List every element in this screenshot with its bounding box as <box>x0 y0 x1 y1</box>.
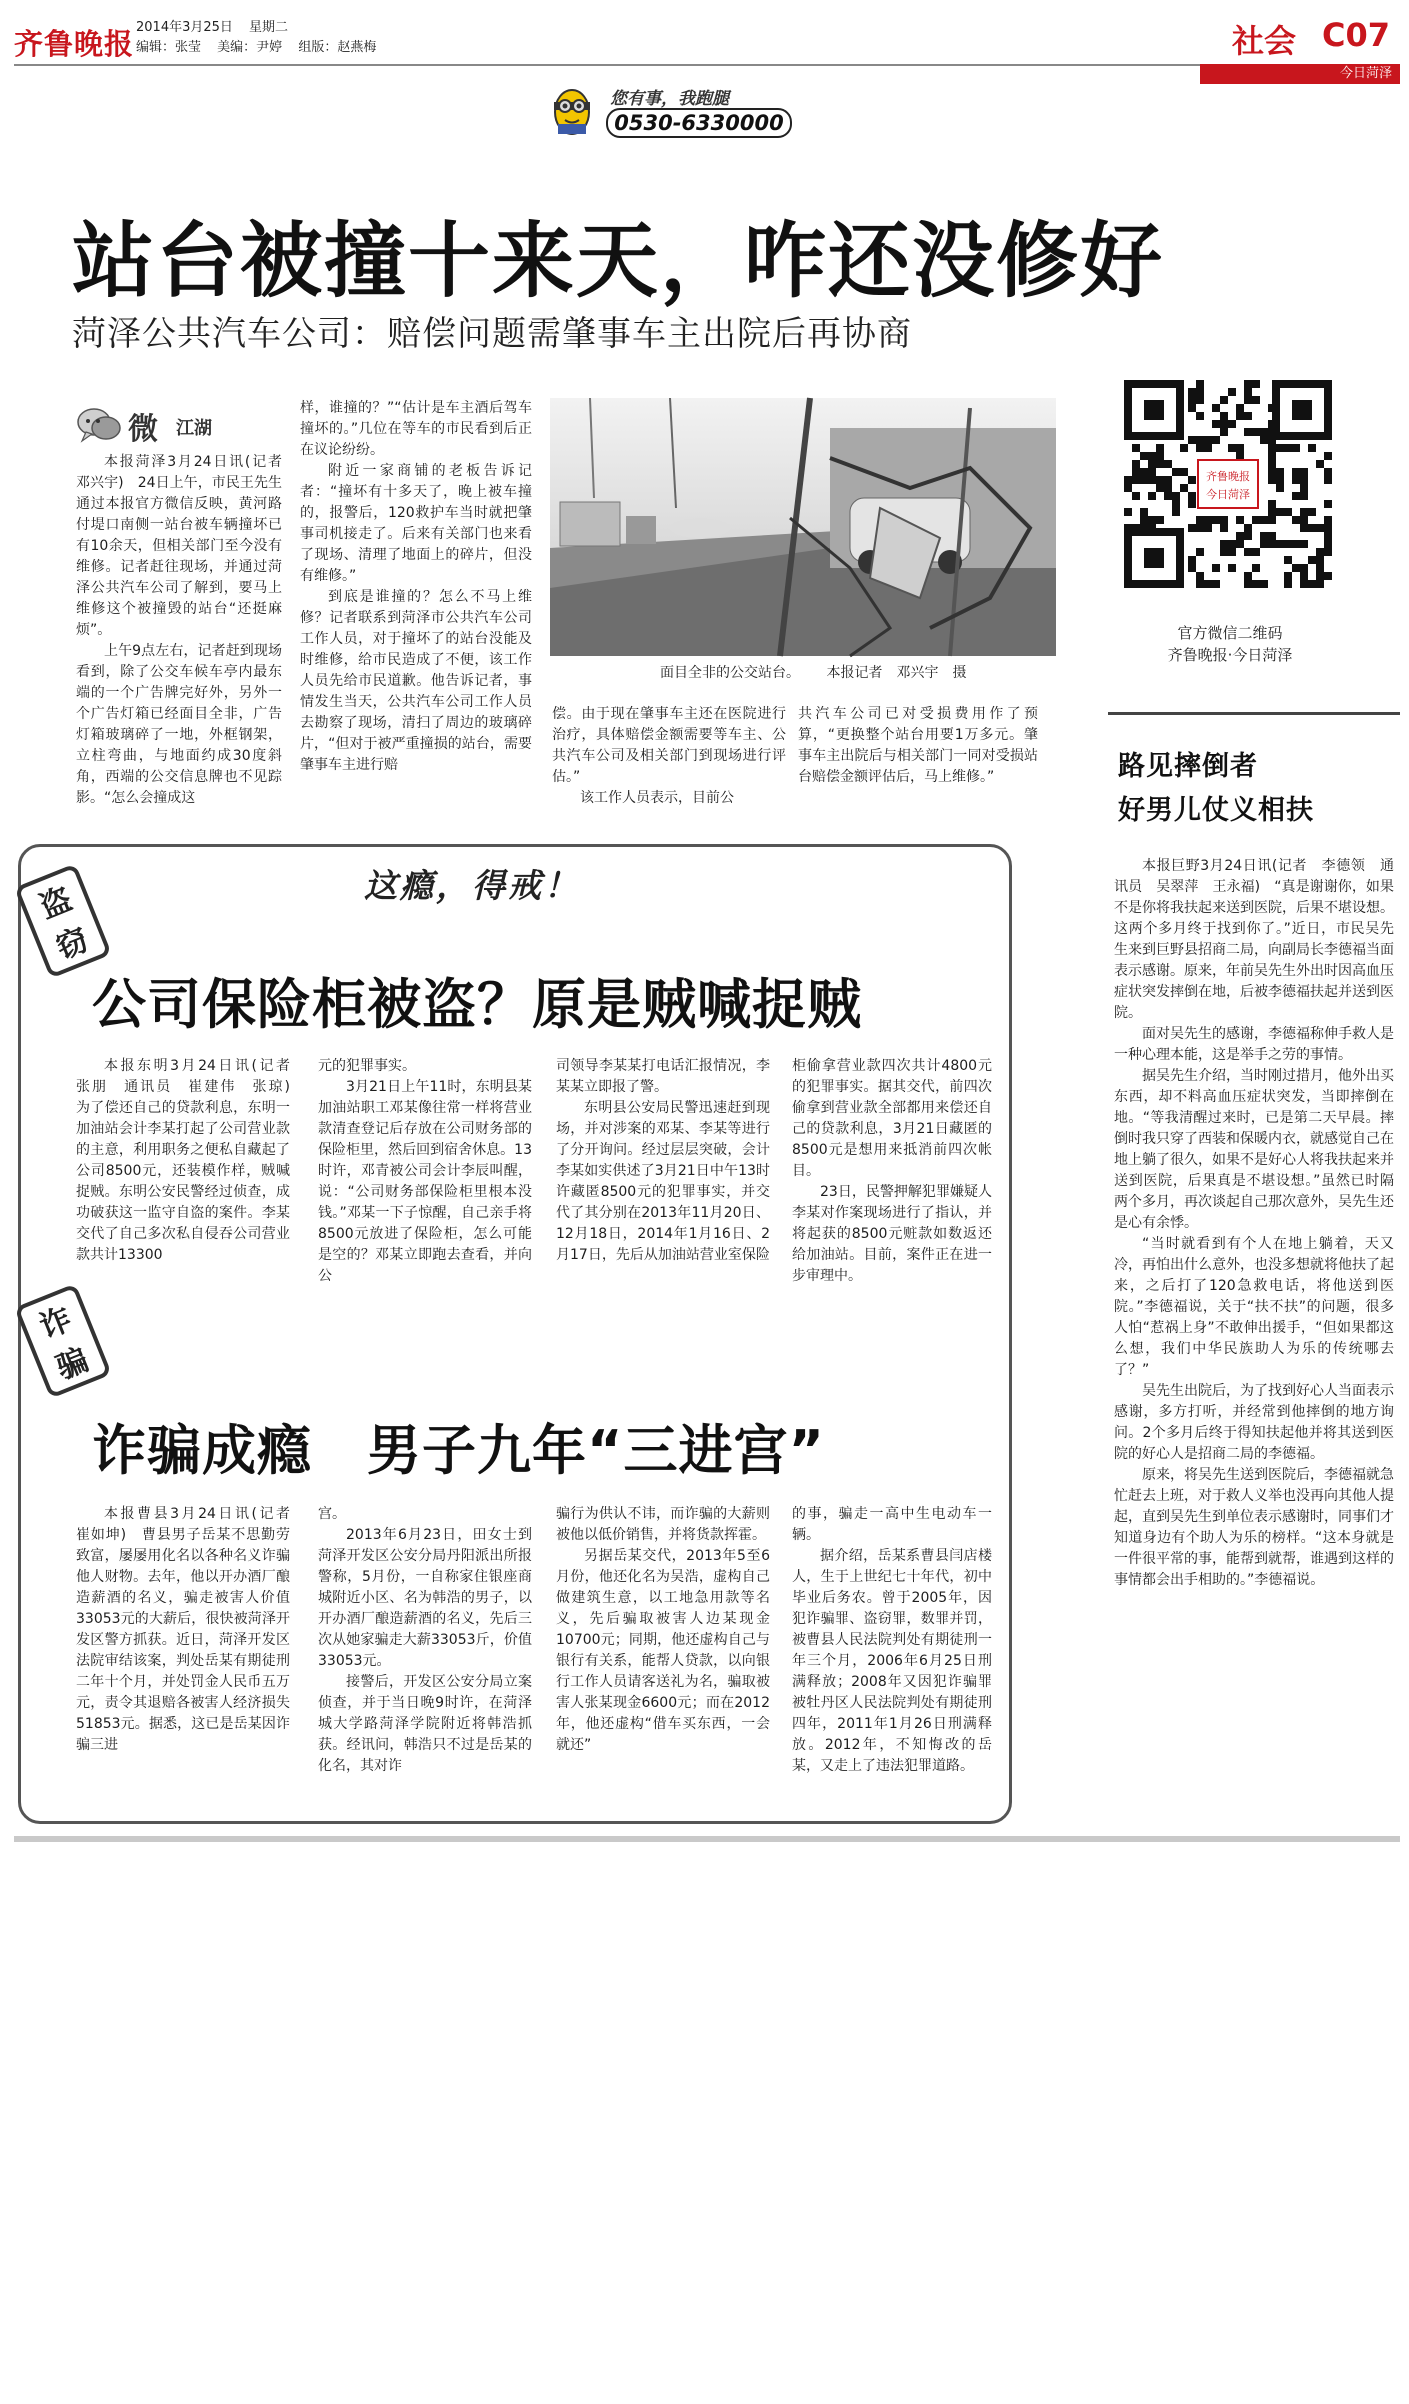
header-rule <box>14 64 1200 66</box>
qr-module <box>1292 468 1300 476</box>
qr-module <box>1156 476 1164 484</box>
qr-module <box>1212 564 1220 572</box>
qr-module <box>1236 532 1244 540</box>
qr-module <box>1204 524 1212 532</box>
qr-module <box>1156 516 1164 524</box>
qr-module <box>1132 476 1140 484</box>
qr-module <box>1196 412 1204 420</box>
qr-module <box>1188 556 1196 564</box>
qr-module <box>1300 516 1308 524</box>
qr-module <box>1220 540 1228 548</box>
qr-module <box>1132 468 1140 476</box>
qr-module <box>1300 540 1308 548</box>
qr-module <box>1260 580 1268 588</box>
qr-module <box>1260 516 1268 524</box>
art-editor-credit: 美编：尹婷 <box>217 40 283 55</box>
qr-module <box>1164 484 1172 492</box>
fraud-stamp-char-2: 骗 <box>51 1341 94 1387</box>
qr-module <box>1268 500 1276 508</box>
page-number: C07 <box>1322 16 1391 54</box>
sidebar-headline-line-2: 好男儿仗义相扶 <box>1118 795 1314 826</box>
qr-module <box>1220 516 1228 524</box>
qr-module <box>1284 508 1292 516</box>
qr-module <box>1324 524 1332 532</box>
qr-module <box>1188 388 1196 396</box>
fraud-column-3 <box>556 1504 770 1812</box>
damaged-bus-stop-image <box>550 398 1056 656</box>
qr-module <box>1300 572 1308 580</box>
fraud-paragraph: 接警后，开发区公安分局立案侦查，并于当日晚9时许，在菏泽城大学路菏泽学院附近将韩浩抓获。经讯问，韩浩只不过是岳某的化名，其对诈 <box>318 1674 532 1774</box>
qr-module <box>1228 540 1236 548</box>
qr-module <box>1228 444 1236 452</box>
qr-module <box>1324 532 1332 540</box>
qr-module <box>1244 548 1252 556</box>
qr-module <box>1132 444 1140 452</box>
theft-paragraph: 3月21日上午11时，东明县某加油站职工邓某像往常一样将营业款清查登记后存放在公司财务部的保险柜里，然后回到宿舍休息。13时许，邓青被公司会计李辰叫醒，说：“公司财务部保险柜里根本没钱。”邓某一下子惊醒，自己亲手将8500元放进了保险柜，怎么可能是空的？邓某立即跑去查看，并向公 <box>318 1079 532 1284</box>
qr-module <box>1300 468 1308 476</box>
qr-module <box>1324 500 1332 508</box>
qr-module <box>1284 556 1292 564</box>
theft-column-1 <box>76 1056 304 1308</box>
qr-module <box>1220 548 1228 556</box>
qr-module <box>1244 380 1252 388</box>
qr-module <box>1308 556 1316 564</box>
qr-module <box>1188 404 1196 412</box>
qr-module <box>1252 516 1260 524</box>
bus-stop-photo <box>550 398 1056 656</box>
fraud-column-1 <box>76 1504 304 1812</box>
fraud-stamp-char-1: 诈 <box>34 1300 77 1346</box>
qr-module <box>1132 460 1140 468</box>
sidebar-paragraph: 面对吴先生的感谢，李德福称伸手救人是一种心理本能，这是举手之劳的事情。 <box>1114 1026 1394 1063</box>
qr-module <box>1180 468 1188 476</box>
qr-module <box>1308 508 1316 516</box>
qr-module <box>1316 556 1324 564</box>
qr-module <box>1252 380 1260 388</box>
qr-module <box>1124 476 1132 484</box>
sidebar-paragraph: 本报巨野3月24日讯(记者 李德领 通讯员 吴翠萍 王永福) “真是谢谢你，如果不是你将我扶起来送到医院，后果不堪设想。这两个多月终于找到你了。”近日，市民吴先生来到巨野县招商二局，向副局长李德福当面表示感谢。原来，年前吴先生外出时因高血压症状突发摔倒在地，后被李德福扶起并送到医院。 <box>1114 858 1394 1021</box>
hotline-banner <box>548 80 798 142</box>
qr-module <box>1300 492 1308 500</box>
qr-module <box>1300 484 1308 492</box>
qr-module <box>1172 492 1180 500</box>
qr-module <box>1212 404 1220 412</box>
lead-column-3 <box>552 704 786 814</box>
photo-caption-text: 面目全非的公交站台。 <box>660 665 800 681</box>
qr-module <box>1300 564 1308 572</box>
qr-module <box>1196 444 1204 452</box>
qr-module <box>1124 484 1132 492</box>
sidebar-paragraph: 据吴先生介绍，当时刚过措月，他外出买东西，却不料高血压症状突发，当即摔倒在地。“等我清醒过来时，已是第二天早晨。摔倒时我只穿了西装和保暖内衣，就感觉自己在地上躺了很久，如果不是好心人将我扶起来并送到医院，后果真是不堪设想。”虽然已时隔两个多月，再次谈起自己那次意外，吴先生还是心有余悸。 <box>1114 1068 1394 1231</box>
theft-paragraph: 本报东明3月24日讯(记者 张朋 通讯员 崔建伟 张琼) 为了偿还自己的贷款利息，东明一加油站会计李某打起了公司营业款的主意，利用职务之便私自藏起了公司8500元，还装模作样，贼喊捉贼。东明公安民警经过侦查，成功破获这一监守自盗的案件。李某交代了自己多次私自侵吞公司营业款共计13300 <box>76 1058 304 1263</box>
qr-module <box>1324 572 1332 580</box>
qr-module <box>1252 548 1260 556</box>
lead-paragraph: 附近一家商铺的老板告诉记者：“撞坏有十多天了，晚上被车撞的，报警后，120救护车当时就把肇事司机接走了。后来有关部门也来看了现场、清理了地面上的碎片，但没有维修。” <box>300 463 532 584</box>
qr-module <box>1236 516 1244 524</box>
qr-logo-subtext: 今日菏泽 <box>1206 488 1250 501</box>
layout-editor-credit: 组版：赵燕梅 <box>298 40 377 55</box>
qr-module <box>1268 540 1276 548</box>
qr-module <box>1268 476 1276 484</box>
qr-module <box>1196 380 1204 388</box>
qr-module <box>1244 396 1252 404</box>
lead-column-1 <box>76 452 296 810</box>
qr-module <box>1228 420 1236 428</box>
qr-module <box>1244 532 1252 540</box>
qr-module <box>1212 420 1220 428</box>
theft-paragraph: 23日，民警押解犯罪嫌疑人李某对作案现场进行了指认，并将起获的8500元赃款如数返还给加油站。目前，案件正在进一步审理中。 <box>792 1184 992 1284</box>
qr-module <box>1140 476 1148 484</box>
qr-module <box>1316 548 1324 556</box>
qr-module <box>1244 428 1252 436</box>
fraud-paragraph: 宫。 <box>318 1506 346 1522</box>
weibo-badge <box>76 404 266 448</box>
sidebar-headline-line-1: 路见摔倒者 <box>1118 751 1258 782</box>
fraud-paragraph: 另据岳某交代，2013年5至6月份，他还化名为吴浩，虚构自己做建筑生意，以工地急用款等名义，先后骗取被害人边某现金10700元；同期，他还虚构自己与银行有关系，能帮人贷款，以向银行工作人员请客送礼为名，骗取被害人张某现金6600元；而在2012年，他还虚构“借车买东西，一会就还” <box>556 1548 770 1753</box>
qr-module <box>1164 460 1172 468</box>
theft-paragraph: 柜偷拿营业款四次共计4800元的犯罪事实。据其交代，前四次偷拿到营业款全部都用来偿还自己的贷款利息，3月21日藏匿的8500元是想用来抵消前四次帐目。 <box>792 1058 992 1179</box>
qr-caption-line-1: 官方微信二维码 <box>1177 624 1283 642</box>
qr-module <box>1284 572 1292 580</box>
editor-credit: 编辑：张莹 <box>136 40 202 55</box>
qr-module <box>1188 492 1196 500</box>
qr-module <box>1300 508 1308 516</box>
qr-module <box>1148 492 1156 500</box>
qr-module <box>1268 516 1276 524</box>
qr-module <box>1196 580 1204 588</box>
qr-module <box>1260 532 1268 540</box>
qr-module <box>1268 452 1276 460</box>
qr-caption-line-2: 齐鲁晚报·今日菏泽 <box>1167 646 1293 664</box>
bottom-rule <box>14 1836 1400 1842</box>
sidebar-rule <box>1108 712 1400 715</box>
qr-module <box>1308 444 1316 452</box>
qr-module <box>1244 412 1252 420</box>
qr-module <box>1196 388 1204 396</box>
fraud-headline: 诈骗成瘾 男子九年“三进宫” <box>92 1419 825 1482</box>
qr-module <box>1316 564 1324 572</box>
fraud-paragraph: 2013年6月23日，田女士到菏泽开发区公安分局丹阳派出所报警称，5月份，一自称家住银座商城附近小区、名为韩浩的男子，以开办酒厂酿造薪酒的名义，先后三次从她家骗走大薪33053斤，价值33053元。 <box>318 1527 532 1669</box>
fraud-paragraph: 本报曹县3月24日讯(记者 崔如坤) 曹县男子岳某不思勤劳致富，屡屡用化名以各种名义诈骗他人财物。去年，他以开办酒厂酿造薪酒的名义，骗走被害人价值33053元的大薪后，很快被菏泽开发区警方抓获。近日，菏泽开发区法院审结该案，判处岳某有期徒刑二年十个月，并处罚金人民币五万元，责令其退赔各被害人经济损失51853元。据悉，这已是岳某因诈骗三进 <box>76 1506 304 1753</box>
qr-module <box>1236 404 1244 412</box>
theft-stamp-char-2: 窃 <box>51 921 94 967</box>
theft-column-2 <box>318 1056 532 1308</box>
qr-module <box>1268 460 1276 468</box>
qr-module <box>1140 508 1148 516</box>
qr-module <box>1228 548 1236 556</box>
fraud-paragraph: 据介绍，岳某系曹县闫店楼人，生于上世纪七十年代，初中毕业后务农。曾于2005年，因犯诈骗罪、盗窃罪，数罪并罚，被曹县人民法院判处有期徒刑一年三个月，2006年6月25日刑满释放；2008年又因犯诈骗罪被牡丹区人民法院判处有期徒刑四年，2011年1月26日刑满释放。2012年，不知悔改的岳某，又走上了违法犯罪道路。 <box>792 1548 992 1774</box>
qr-module <box>1324 452 1332 460</box>
qr-module <box>1284 540 1292 548</box>
qr-module <box>1308 524 1316 532</box>
edition-label: 今日菏泽 <box>1339 66 1392 81</box>
qr-module <box>1220 428 1228 436</box>
qr-module <box>1244 524 1252 532</box>
qr-module <box>1188 476 1196 484</box>
qr-module <box>1228 388 1236 396</box>
qr-module <box>1236 412 1244 420</box>
lead-column-2 <box>300 398 532 810</box>
qr-module <box>1276 476 1284 484</box>
qr-module <box>1156 460 1164 468</box>
qr-module <box>1268 444 1276 452</box>
qr-module <box>1268 508 1276 516</box>
qr-module <box>1308 580 1316 588</box>
qr-module <box>1204 580 1212 588</box>
fraud-paragraph: 骗行为供认不讳，而诈骗的大薪则被他以低价销售，并将货款挥霍。 <box>556 1506 770 1543</box>
qr-module <box>1316 524 1324 532</box>
qr-module <box>1196 436 1204 444</box>
qr-module <box>1252 580 1260 588</box>
sidebar-paragraph: 原来，将吴先生送到医院后，李德福就急忙赶去上班，对于救人义举也没再向其他人提起，直到吴先生到单位表示感谢时，同事们才知道身边有个助人为乐的榜样。“这本身就是一件很平常的事，能帮到就帮，谁遇到这样的事情都会出手相助的。”李德福说。 <box>1114 1467 1394 1588</box>
qr-module <box>1300 580 1308 588</box>
qr-module <box>1316 572 1324 580</box>
qr-module <box>1316 580 1324 588</box>
hotline-slogan: 您有事，我跑腿 <box>610 89 729 109</box>
hotline-number: 0530-6330000 <box>606 108 792 138</box>
qr-module <box>1292 476 1300 484</box>
qr-module <box>1156 452 1164 460</box>
qr-module <box>1148 516 1156 524</box>
wechat-qr-code <box>1124 380 1332 588</box>
qr-module <box>1252 396 1260 404</box>
qr-module <box>1292 564 1300 572</box>
qr-module <box>1172 468 1180 476</box>
qr-module <box>1292 516 1300 524</box>
qr-module <box>1188 524 1196 532</box>
sidebar-paragraph: “当时就看到有个人在地上躺着，天又冷，再怕出什么意外，也没多想就将他扶了起来，之后打了120急救电话，将他送到医院。”李德福说，关于“扶不扶”的问题，很多人怕“惹祸上身”不敢伸出援手，“但如果都这么想，我们中华民族助人为乐的传统哪去了？” <box>1114 1236 1394 1378</box>
lead-subheadline: 菏泽公共汽车公司：赔偿问题需肇事车主出院后再协商 <box>72 314 912 354</box>
qr-module <box>1212 516 1220 524</box>
theft-column-3 <box>556 1056 770 1308</box>
qr-module <box>1196 516 1204 524</box>
qr-module <box>1324 468 1332 476</box>
qr-module <box>1156 444 1164 452</box>
qr-module <box>1252 564 1260 572</box>
masthead-info <box>136 18 388 58</box>
theft-column-4 <box>792 1056 992 1308</box>
qr-module <box>1204 516 1212 524</box>
qr-module <box>1188 396 1196 404</box>
qr-module <box>1180 484 1188 492</box>
theft-headline: 公司保险柜被盗？原是贼喊捉贼 <box>92 973 862 1036</box>
lead-headline: 站台被撞十来天，咋还没修好 <box>72 214 1165 309</box>
qr-module <box>1324 516 1332 524</box>
qr-module <box>1300 524 1308 532</box>
qr-module <box>1236 452 1244 460</box>
qr-module <box>1220 420 1228 428</box>
qr-module <box>1188 564 1196 572</box>
qr-module <box>1276 484 1284 492</box>
qr-module <box>1300 476 1308 484</box>
qr-module <box>1220 524 1228 532</box>
qr-module <box>1324 548 1332 556</box>
qr-module <box>1148 452 1156 460</box>
issue-weekday: 星期二 <box>249 20 289 35</box>
qr-module <box>1284 444 1292 452</box>
qr-module <box>1260 540 1268 548</box>
qr-module <box>1124 508 1132 516</box>
fraud-column-2 <box>318 1504 532 1812</box>
qr-module <box>1172 500 1180 508</box>
qr-caption <box>1110 622 1350 666</box>
fraud-column-4 <box>792 1504 992 1812</box>
lead-paragraph: 偿。由于现在肇事车主还在医院进行治疗，具体赔偿金额需要等车主、公共汽车公司及相关部门到现场进行评估。” <box>552 706 786 785</box>
qr-module <box>1172 508 1180 516</box>
photo-credit: 本报记者 邓兴宇 摄 <box>826 665 967 681</box>
lead-paragraph: 本报菏泽3月24日讯(记者 邓兴宇) 24日上午，市民王先生通过本报官方微信反映，黄河路付堤口南侧一站台被车辆撞坏已有10余天，但相关部门至今没有维修。记者赶往现场，并通过菏泽公共汽车公司了解到，要马上维修这个被撞毁的站台“还挺麻烦”。 <box>76 454 296 638</box>
qr-module <box>1260 428 1268 436</box>
lead-paragraph: 上午9点左右，记者赶到现场看到，除了公交车候车亭内最东端的一个广告牌完好外，另外一个广告灯箱已经面目全非，广告灯箱玻璃碎了一地，外框钢架，立柱弯曲，与地面约成30度斜角，西端的公交信息牌也不见踪影。“怎么会撞成这 <box>76 643 282 806</box>
mascot-icon <box>548 82 596 138</box>
lead-paragraph: 到底是谁撞的？怎么不马上维修？记者联系到菏泽市公共汽车公司工作人员，对于撞坏了的站台没能及时维修，给市民造成了不便，该工作人员先给市民道歉。他告诉记者，事情发生当天，公共汽车公司工作人员去勘察了现场，清扫了周边的玻璃碎片，“但对于被严重撞损的站台，需要肇事车主进行赔 <box>300 589 532 773</box>
qr-module <box>1156 484 1164 492</box>
theft-paragraph: 元的犯罪事实。 <box>318 1058 416 1074</box>
qr-module <box>1316 460 1324 468</box>
qr-module <box>1268 532 1276 540</box>
qr-module <box>1276 444 1284 452</box>
qr-module <box>1148 476 1156 484</box>
qr-logo-text: 齐鲁晚报 <box>1206 470 1250 483</box>
qr-module <box>1188 436 1196 444</box>
qr-module <box>1228 564 1236 572</box>
qr-module <box>1292 492 1300 500</box>
lead-paragraph: 共汽车公司已对受损费用作了预算，“更换整个站台用要1万多元。肇事车主出院后与相关部门一同对受损站台赔偿金额评估后，马上维修。” <box>798 706 1038 785</box>
qr-module <box>1140 468 1148 476</box>
qr-module <box>1276 508 1284 516</box>
photo-caption <box>660 662 988 682</box>
theft-stamp-char-1: 盗 <box>34 880 77 926</box>
edition-bar <box>1200 64 1400 84</box>
qr-module <box>1220 412 1228 420</box>
section-name: 社会 <box>1232 22 1297 60</box>
qr-module <box>1324 476 1332 484</box>
qr-module <box>1164 492 1172 500</box>
qr-module <box>1284 580 1292 588</box>
qr-module <box>1132 492 1140 500</box>
sidebar-column <box>1114 856 1394 1832</box>
lead-column-4 <box>798 704 1038 814</box>
qr-module <box>1244 572 1252 580</box>
qr-module <box>1212 436 1220 444</box>
masthead-logo: 齐鲁晚报 <box>14 27 135 61</box>
speech-bubbles-icon <box>76 406 122 444</box>
lead-paragraph: 该工作人员表示，目前公 <box>580 790 734 806</box>
qr-module <box>1252 428 1260 436</box>
weibo-badge-sub: 江湖 <box>176 418 212 439</box>
qr-module <box>1196 524 1204 532</box>
qr-module <box>1260 436 1268 444</box>
sidebar-paragraph: 吴先生出院后，为了找到好心人当面表示感谢，多方打听，并经常到他摔倒的地方询问。2个多月后终于得知扶起他并将其送到医院的好心人是招商二局的李德福。 <box>1114 1383 1394 1462</box>
qr-module <box>1212 580 1220 588</box>
qr-module <box>1292 540 1300 548</box>
qr-module <box>1244 580 1252 588</box>
issue-date: 2014年3月25日 <box>136 20 233 35</box>
qr-module <box>1196 572 1204 580</box>
qr-module <box>1180 444 1188 452</box>
qr-module <box>1236 540 1244 548</box>
qr-module <box>1268 468 1276 476</box>
qr-module <box>1276 468 1284 476</box>
qr-module <box>1140 516 1148 524</box>
qr-module <box>1220 396 1228 404</box>
qr-module <box>1204 444 1212 452</box>
theft-paragraph: 司领导李某某打电话汇报情况，李某某立即报了警。 <box>556 1058 770 1095</box>
qr-module <box>1140 452 1148 460</box>
qr-module <box>1148 460 1156 468</box>
weibo-badge-main: 微 <box>128 412 158 447</box>
theft-paragraph: 东明县公安局民警迅速赶到现场，并对涉案的邓某、李某等进行了分开询问。经过层层突破，会计李某如实供述了3月21日中午13时许藏匿8500元的犯罪事实，并交代了其分别在2013年11月20日、12月18日，2014年1月16日、2月17日，先后从加油站营业室保险 <box>556 1100 770 1263</box>
qr-module <box>1188 500 1196 508</box>
qr-module <box>1196 548 1204 556</box>
qr-module <box>1164 476 1172 484</box>
qr-module <box>1148 468 1156 476</box>
box-slogan: 这瘾，得戒！ <box>364 866 580 905</box>
qr-module <box>1196 396 1204 404</box>
qr-module <box>1292 444 1300 452</box>
lead-paragraph: 样，谁撞的？”“估计是车主酒后驾车撞坏的。”几位在等车的市民看到后正在议论纷纷。 <box>300 400 532 458</box>
qr-module <box>1236 444 1244 452</box>
qr-module <box>1204 436 1212 444</box>
qr-module <box>1324 540 1332 548</box>
fraud-paragraph: 的事，骗走一高中生电动车一辆。 <box>792 1506 992 1543</box>
qr-module <box>1276 540 1284 548</box>
qr-module <box>1244 388 1252 396</box>
